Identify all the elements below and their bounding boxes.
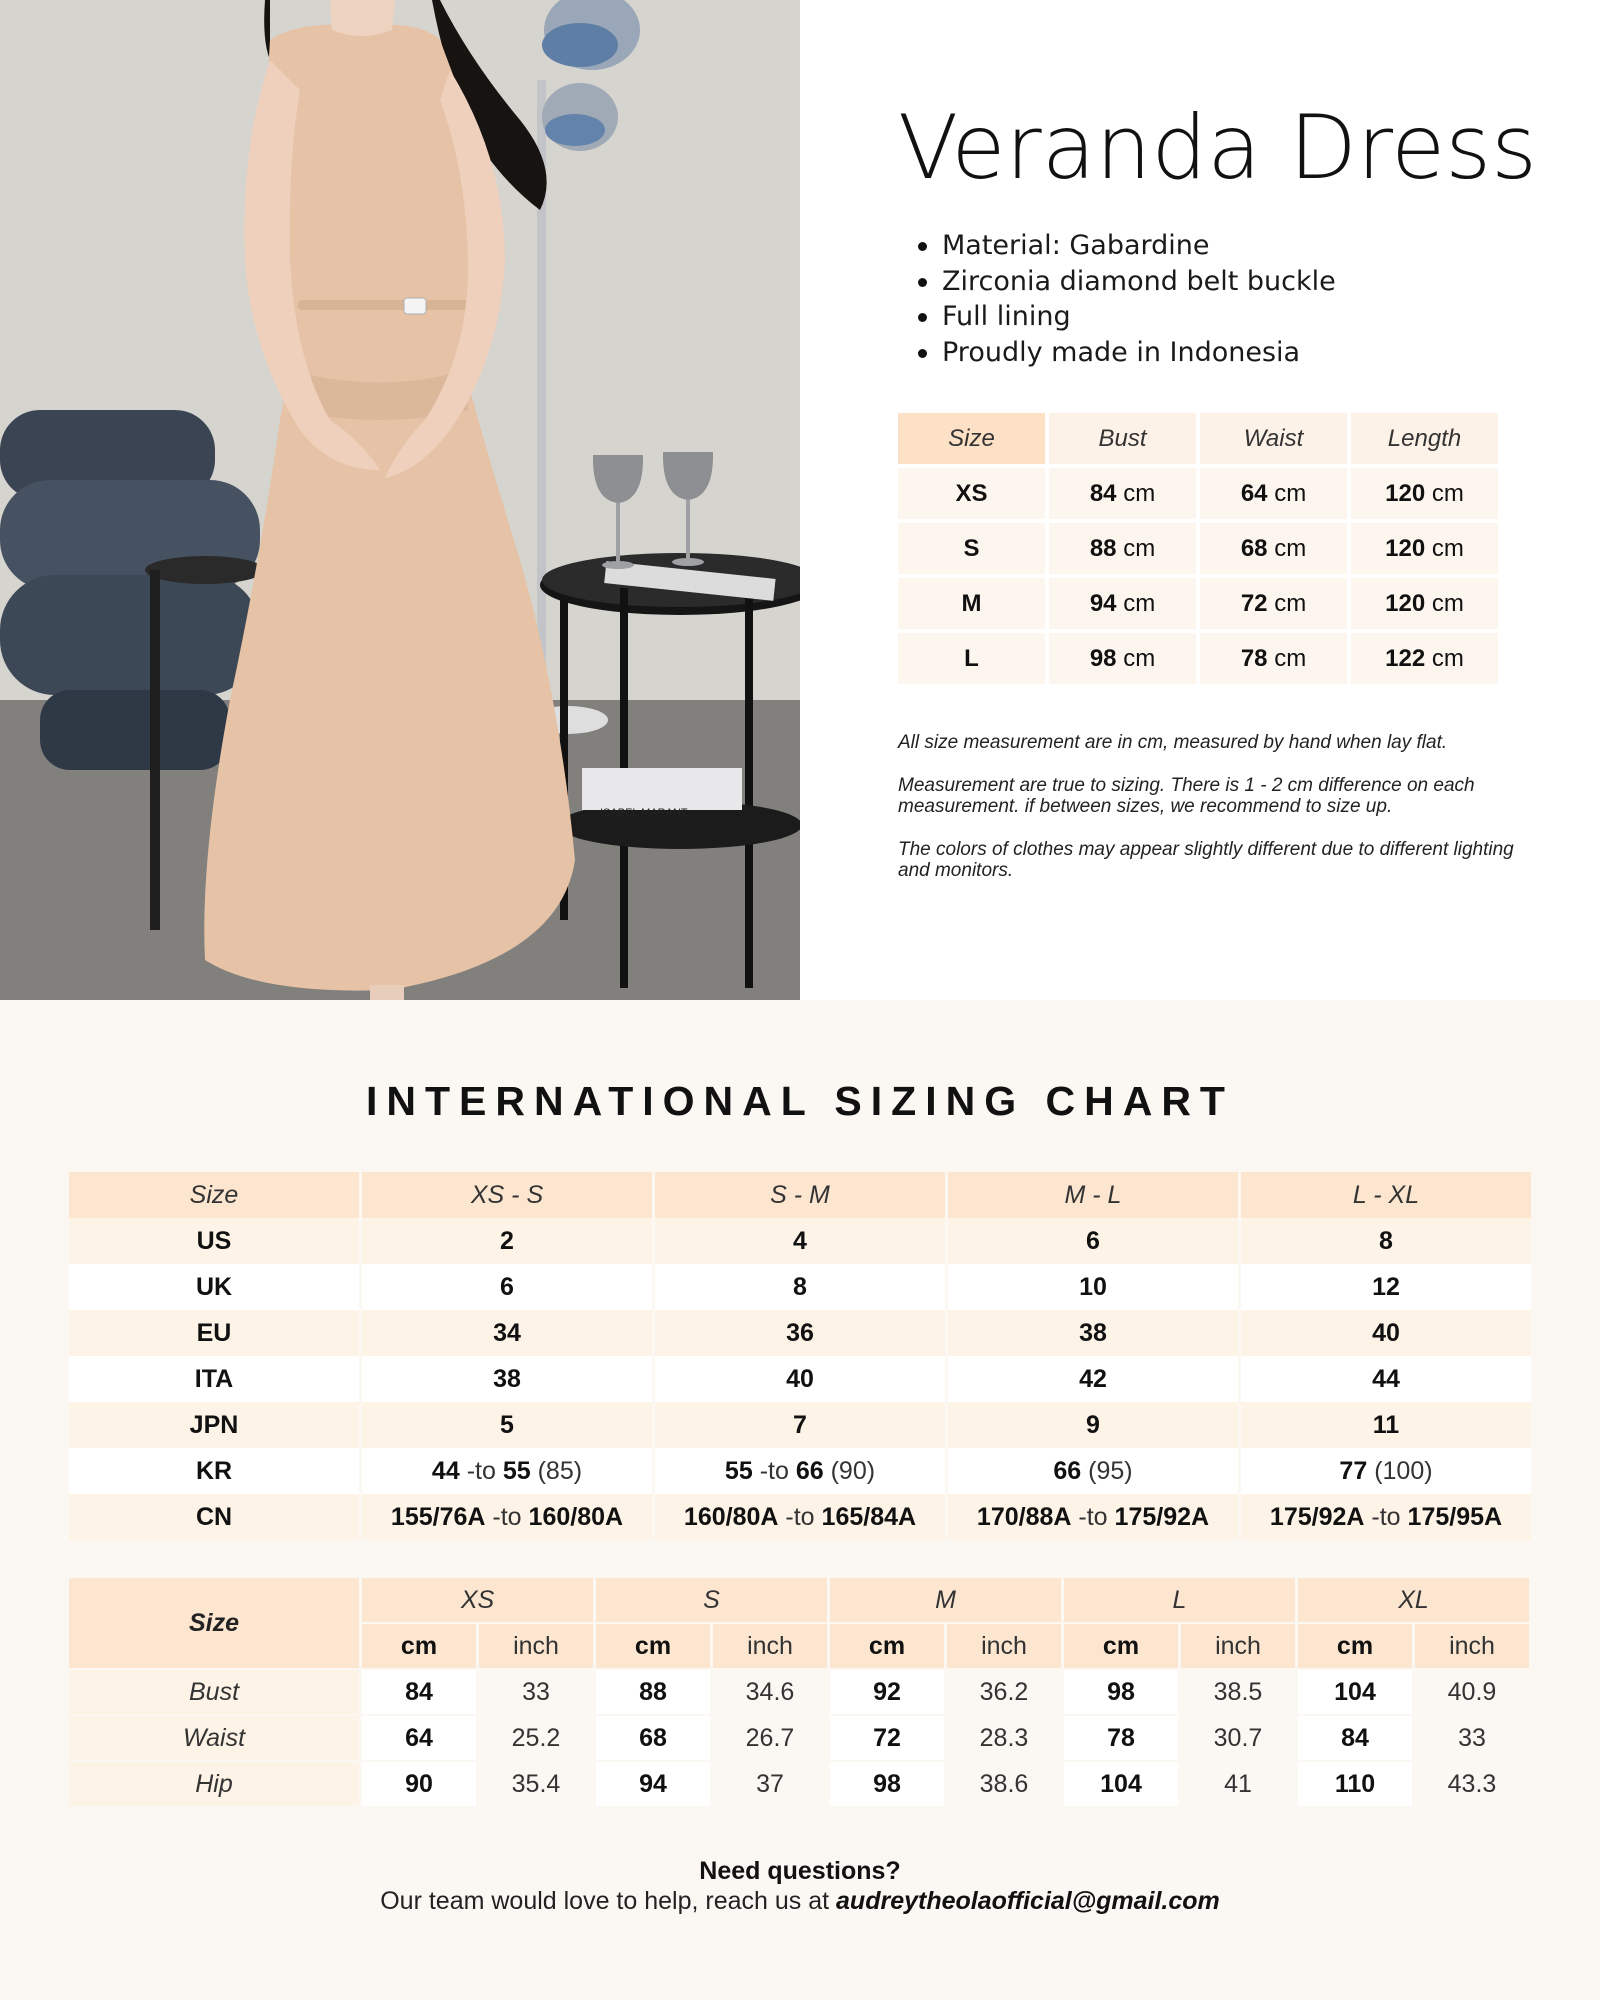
size-table-header [898,413,1498,464]
cm-value: 104 [1298,1670,1412,1714]
bullet-icon [918,278,927,287]
contact-message-text: Our team would love to help, reach us at [380,1887,837,1915]
unit-cm-header: cm [1298,1624,1412,1668]
measurement-table [66,1576,1532,1808]
unit-inch-header: inch [479,1624,593,1668]
header-cell: M - L [948,1172,1238,1218]
feature-item [942,299,1502,335]
product-photo [0,0,800,1000]
region-label: KR [69,1448,359,1494]
book-spine-text: ISABEL MARANT [600,807,688,819]
table-row [69,1762,1529,1806]
inch-value: 38.5 [1181,1670,1295,1714]
size-value-cell: 36 [655,1310,945,1356]
table-row [69,1356,1531,1402]
size-value-cell: 40 [1241,1310,1531,1356]
contact-question: Need questions? [699,1857,901,1885]
header-cell: L - XL [1241,1172,1531,1218]
size-value-cell: 8 [655,1264,945,1310]
unit-cm-header: cm [830,1624,944,1668]
table-row [69,1264,1531,1310]
size-value-cell: 170/88A -to 175/92A [948,1494,1238,1540]
inch-value: 41 [1181,1762,1295,1806]
measurement-label: Hip [69,1762,359,1806]
region-label: US [69,1218,359,1264]
cm-value: 72 [830,1716,944,1760]
note-text: The colors of clothes may appear slightly different due to different lighting and monitors. [898,838,1514,881]
size-group-header: XS [362,1578,593,1622]
international-header [69,1172,1531,1218]
measurement-label: Waist [69,1716,359,1760]
size-header-cell: Size [69,1578,359,1668]
feature-item [942,228,1502,264]
length-cell: 120 cm [1351,523,1498,574]
dress-photo-illustration [0,0,800,1000]
table-row [69,1402,1531,1448]
inch-value: 28.3 [947,1716,1061,1760]
international-title: INTERNATIONAL SIZING CHART [366,1078,1234,1124]
bullet-icon [918,313,927,322]
unit-cm-header: cm [596,1624,710,1668]
inch-value: 30.7 [1181,1716,1295,1760]
feature-text: Proudly made in Indonesia [942,336,1301,368]
inch-value: 38.6 [947,1762,1061,1806]
table-row [898,633,1498,684]
size-value-cell: 38 [362,1356,652,1402]
size-value-cell: 12 [1241,1264,1531,1310]
size-group-header: XL [1298,1578,1529,1622]
cm-value: 90 [362,1762,476,1806]
contact-email-link[interactable]: audreytheolaofficial@gmail.com [836,1887,1220,1915]
size-value-cell: 77 (100) [1241,1448,1531,1494]
region-label: JPN [69,1402,359,1448]
table-row [69,1448,1531,1494]
inch-value: 36.2 [947,1670,1061,1714]
note-text: Measurement are true to sizing. There is 1 - 2 cm difference on each measurement. if between sizes, we recommend to size up. [898,774,1475,817]
cm-value: 84 [1298,1716,1412,1760]
waist-cell: 68 cm [1200,523,1347,574]
size-value-cell: 6 [362,1264,652,1310]
note-text: All size measurement are in cm, measured by hand when lay flat. [898,732,1448,753]
table-row [69,1218,1531,1264]
region-label: EU [69,1310,359,1356]
region-label: CN [69,1494,359,1540]
contact-footer [0,1856,1600,1916]
size-cell: XS [898,468,1045,519]
size-value-cell: 6 [948,1218,1238,1264]
size-cell: S [898,523,1045,574]
size-value-cell: 34 [362,1310,652,1356]
inch-value: 26.7 [713,1716,827,1760]
header-cell: Size [69,1172,359,1218]
size-value-cell: 9 [948,1402,1238,1448]
length-cell: 120 cm [1351,468,1498,519]
feature-item [942,335,1502,371]
cm-value: 88 [596,1670,710,1714]
feature-item [942,264,1502,300]
header-cell: Waist [1200,413,1347,464]
size-group-header: L [1064,1578,1295,1622]
cm-value: 98 [1064,1670,1178,1714]
header-cell: S - M [655,1172,945,1218]
waist-cell: 72 cm [1200,578,1347,629]
table-row [69,1310,1531,1356]
measurement-size-header [69,1578,1529,1622]
unit-inch-header: inch [1415,1624,1529,1668]
length-cell: 122 cm [1351,633,1498,684]
size-value-cell: 5 [362,1402,652,1448]
contact-message [0,1886,1600,1916]
header-cell: XS - S [362,1172,652,1218]
region-label: ITA [69,1356,359,1402]
table-row [898,578,1498,629]
unit-inch-header: inch [947,1624,1061,1668]
table-row [898,468,1498,519]
cm-value: 98 [830,1762,944,1806]
size-table [894,409,1502,688]
header-cell: Length [1351,413,1498,464]
region-label: UK [69,1264,359,1310]
size-group-header: S [596,1578,827,1622]
product-title: Veranda Dress [898,96,1537,199]
feature-list [942,228,1502,370]
inch-value: 33 [1415,1716,1529,1760]
cm-value: 84 [362,1670,476,1714]
inch-value: 35.4 [479,1762,593,1806]
table-row [69,1494,1531,1540]
inch-value: 37 [713,1762,827,1806]
measurement-notes [898,732,1518,903]
bullet-icon [918,349,927,358]
inch-value: 34.6 [713,1670,827,1714]
feature-text: Full lining [942,301,1071,332]
measurement-label: Bust [69,1670,359,1714]
cm-value: 104 [1064,1762,1178,1806]
bullet-icon [918,242,927,251]
size-value-cell: 160/80A -to 165/84A [655,1494,945,1540]
size-value-cell: 155/76A -to 160/80A [362,1494,652,1540]
unit-cm-header: cm [1064,1624,1178,1668]
waist-cell: 64 cm [1200,468,1347,519]
bust-cell: 84 cm [1049,468,1196,519]
cm-value: 94 [596,1762,710,1806]
size-value-cell: 66 (95) [948,1448,1238,1494]
unit-cm-header: cm [362,1624,476,1668]
cm-value: 92 [830,1670,944,1714]
size-value-cell: 44 -to 55 (85) [362,1448,652,1494]
waist-cell: 78 cm [1200,633,1347,684]
cm-value: 110 [1298,1762,1412,1806]
size-value-cell: 44 [1241,1356,1531,1402]
inch-value: 25.2 [479,1716,593,1760]
length-cell: 120 cm [1351,578,1498,629]
bust-cell: 94 cm [1049,578,1196,629]
inch-value: 40.9 [1415,1670,1529,1714]
cm-value: 64 [362,1716,476,1760]
inch-value: 33 [479,1670,593,1714]
international-section [0,1000,1600,2000]
size-value-cell: 8 [1241,1218,1531,1264]
table-row [69,1716,1529,1760]
feature-text: Material: Gabardine [942,230,1210,261]
international-size-table [66,1172,1534,1540]
bust-cell: 98 cm [1049,633,1196,684]
size-value-cell: 40 [655,1356,945,1402]
unit-inch-header: inch [1181,1624,1295,1668]
size-cell: M [898,578,1045,629]
header-cell: Size [898,413,1045,464]
feature-text: Zirconia diamond belt buckle [942,265,1336,297]
size-value-cell: 7 [655,1402,945,1448]
size-value-cell: 4 [655,1218,945,1264]
cm-value: 78 [1064,1716,1178,1760]
size-cell: L [898,633,1045,684]
size-value-cell: 55 -to 66 (90) [655,1448,945,1494]
table-row [69,1670,1529,1714]
header-cell: Bust [1049,413,1196,464]
bust-cell: 88 cm [1049,523,1196,574]
size-group-header: M [830,1578,1061,1622]
unit-inch-header: inch [713,1624,827,1668]
size-value-cell: 10 [948,1264,1238,1310]
size-value-cell: 42 [948,1356,1238,1402]
size-value-cell: 2 [362,1218,652,1264]
inch-value: 43.3 [1415,1762,1529,1806]
table-row [898,523,1498,574]
size-value-cell: 175/92A -to 175/95A [1241,1494,1531,1540]
size-value-cell: 11 [1241,1402,1531,1448]
size-value-cell: 38 [948,1310,1238,1356]
cm-value: 68 [596,1716,710,1760]
